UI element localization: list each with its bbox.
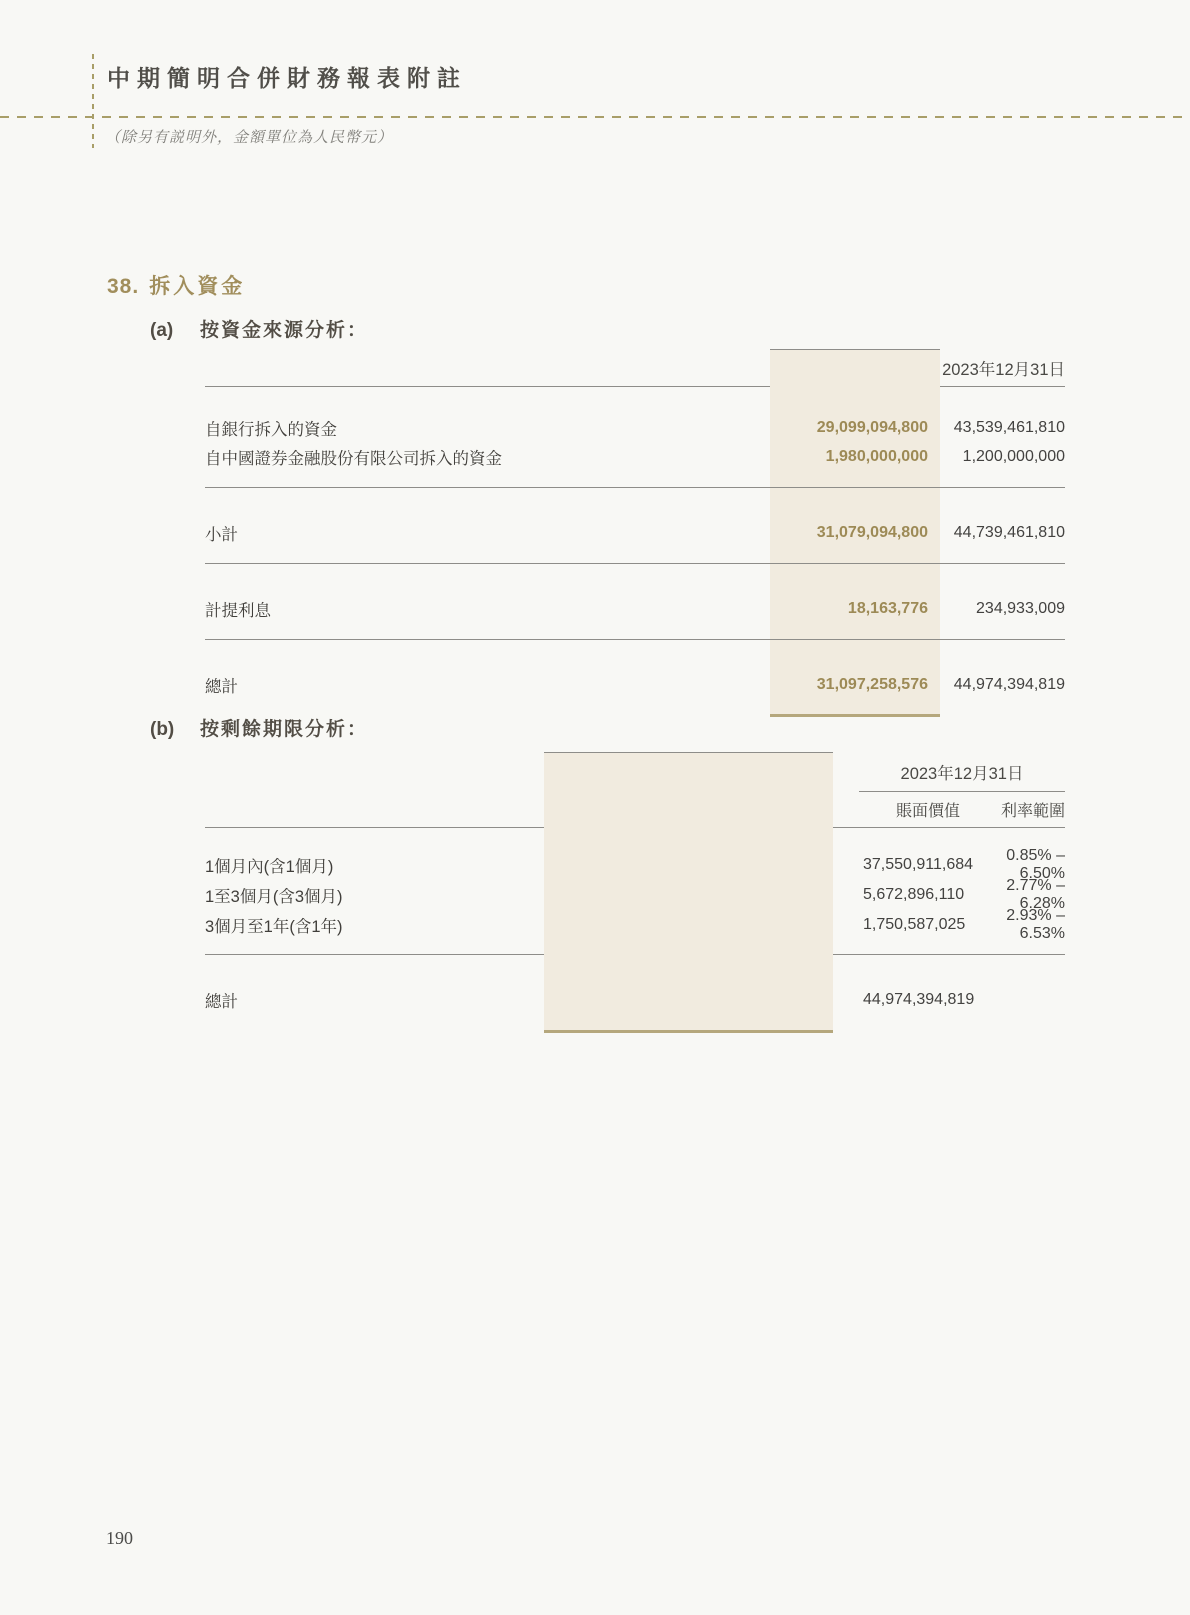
subheader-carrying-value-2023: 賬面價值: [895, 803, 960, 820]
value-2023: 43,539,461,810: [953, 418, 1065, 436]
empty-header-cell: [205, 772, 544, 773]
rate-range-2023: 0.85% – 6.50%: [1006, 847, 1065, 882]
value-2024: 18,163,776: [847, 599, 928, 617]
table-by-remaining-maturity: [205, 752, 1065, 1033]
carrying-value-2023: 37,550,911,684: [863, 856, 974, 873]
column-gap: [833, 1000, 863, 1001]
carrying-value-2023: 44,974,394,819: [863, 991, 975, 1008]
rate-range-2023: 2.93% – 6.53%: [1006, 907, 1065, 942]
subsection-b-heading: [150, 714, 368, 741]
row-label: 3個月至1年(含1年): [205, 918, 343, 936]
page-title: 中期簡明合併財務報表附註: [107, 66, 467, 91]
row-label: 總計: [205, 993, 238, 1011]
carrying-value-2023: 1,750,587,025: [863, 916, 966, 933]
value-2024: 31,097,258,576: [816, 675, 928, 693]
table-funding-by-source: [205, 349, 1065, 717]
section-heading: [107, 270, 245, 300]
section-title: 拆入資金: [149, 275, 246, 298]
current-period-highlight-column: [544, 752, 833, 1033]
empty-header-cell: [205, 367, 770, 368]
total-block: [205, 640, 1065, 717]
horizontal-dashed-rule: [0, 116, 1190, 118]
empty-cell: [960, 1000, 1065, 1001]
row-label: 1至3個月(含3個月): [205, 888, 343, 906]
subtotal-row: [205, 518, 1065, 547]
empty-header-cell: [205, 809, 544, 810]
table-row: [205, 442, 1065, 471]
subsection-b-label: (b): [150, 719, 175, 740]
column-gap: [833, 772, 859, 773]
vertical-dashed-rule: [92, 54, 94, 148]
value-2024: 31,079,094,800: [816, 523, 928, 541]
subsection-a-label: (a): [150, 320, 174, 341]
row-label: 1個月內(含1個月): [205, 858, 334, 876]
section-number: 38.: [107, 275, 140, 298]
subsection-b-title: 按剩餘期限分析：: [200, 719, 369, 740]
value-2024: 1,980,000,000: [825, 447, 928, 465]
value-2024: 29,099,094,800: [816, 418, 928, 436]
currency-note: （除另有説明外，金額單位為人民幣元）: [105, 130, 394, 146]
table-row: [205, 594, 1065, 623]
value-2023: 234,933,009: [976, 599, 1065, 617]
table-body-block: [205, 387, 1065, 488]
row-label: 總計: [205, 677, 238, 696]
carrying-value-2023: 5,672,896,110: [863, 886, 965, 903]
value-2023: 1,200,000,000: [962, 447, 1065, 465]
rate-range-2023: 2.77% – 6.28%: [1006, 877, 1065, 912]
total-row: [205, 670, 1065, 699]
value-2023: 44,974,394,819: [953, 675, 1065, 693]
subtotal-block: [205, 488, 1065, 564]
column-header-2023: 2023年12月31日: [942, 360, 1065, 379]
row-label: 自中國證券金融股份有限公司拆入的資金: [205, 449, 502, 468]
row-label: 小計: [205, 525, 238, 544]
accrued-interest-block: [205, 564, 1065, 640]
column-gap: [833, 895, 863, 896]
column-group-2023: 2023年12月31日: [859, 752, 1065, 792]
table-row: [205, 413, 1065, 442]
value-2023: 44,739,461,810: [953, 523, 1065, 541]
column-gap: [833, 865, 863, 866]
row-label: 自銀行拆入的資金: [205, 420, 337, 439]
row-label: 計提利息: [205, 601, 271, 620]
subsection-a-title: 按資金來源分析：: [200, 320, 369, 341]
column-gap: [833, 809, 863, 810]
column-gap: [833, 925, 863, 926]
subsection-a-heading: [150, 315, 368, 342]
page-number: 190: [106, 1528, 133, 1548]
subheader-interest-rate-2023: 利率範圍: [1000, 803, 1065, 820]
